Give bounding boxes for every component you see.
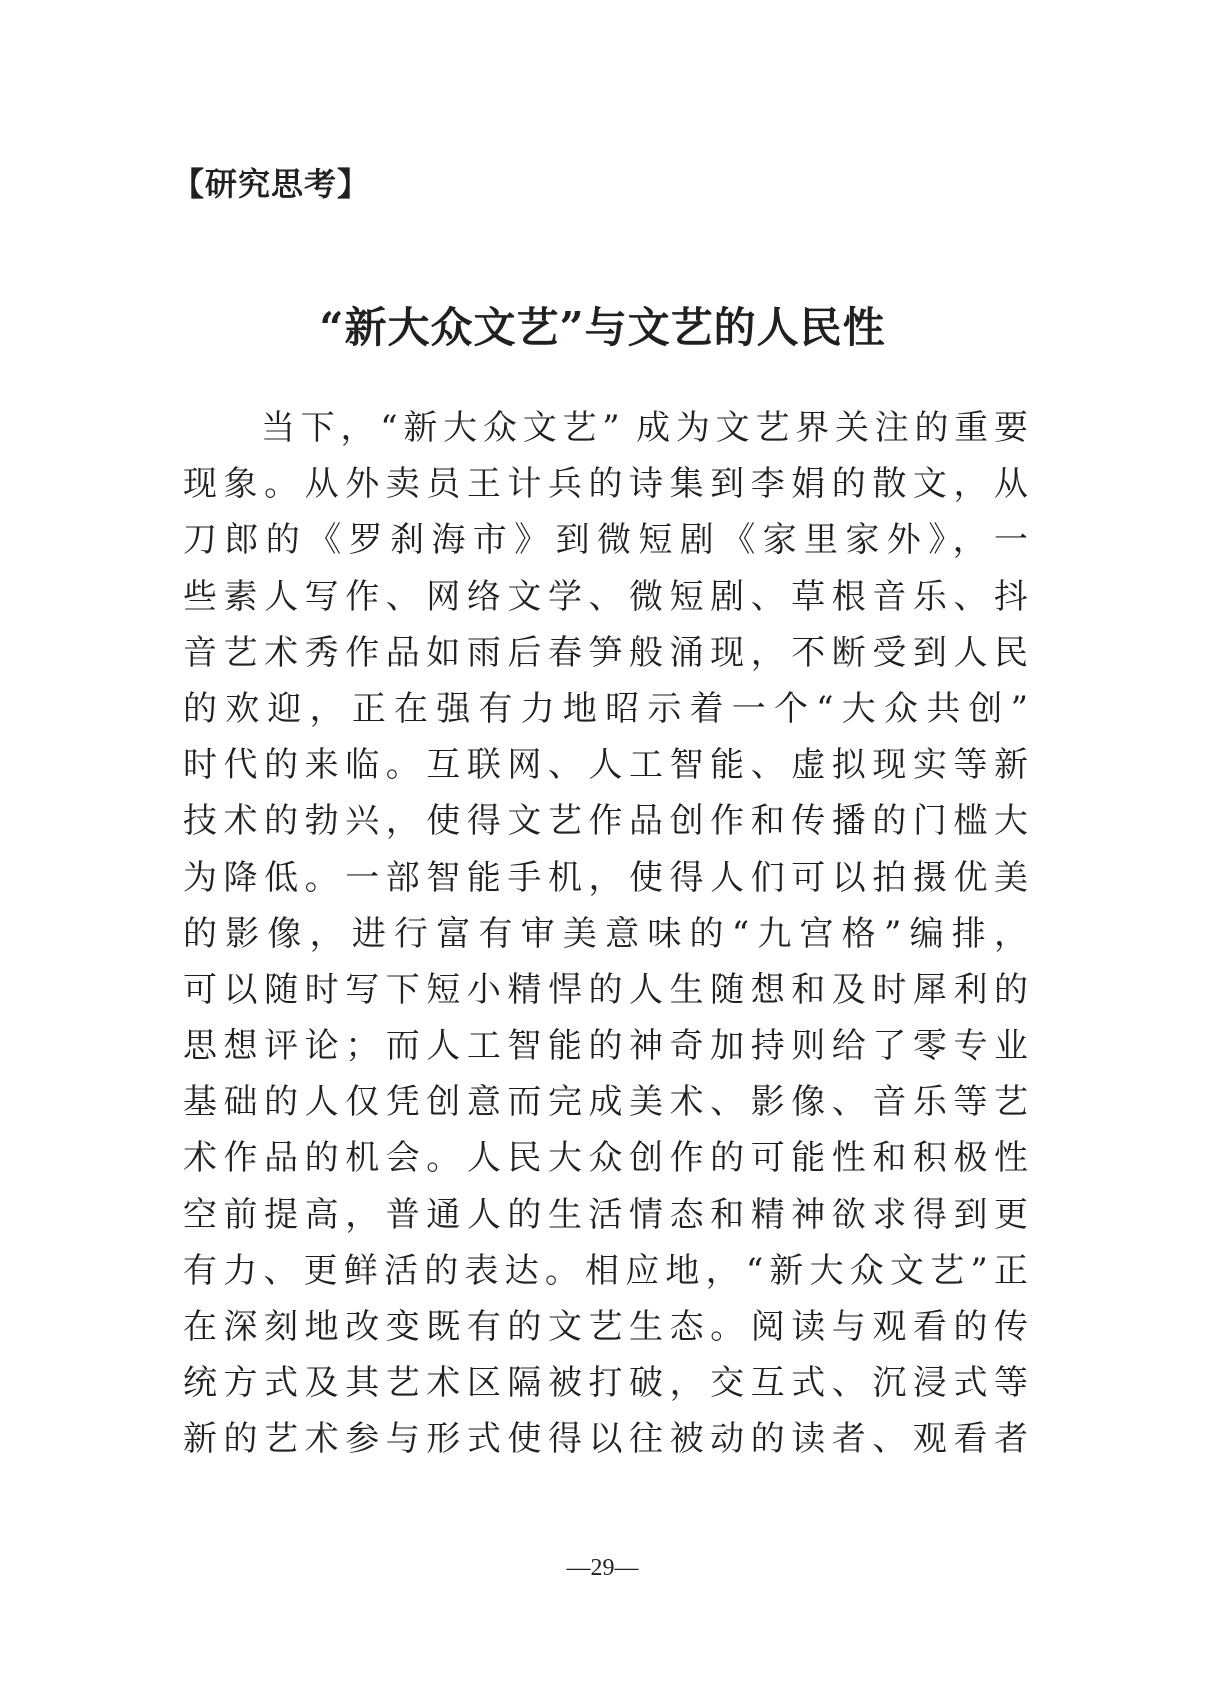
- body-line: 在深刻地改变既有的文艺生态。阅读与观看的传: [183, 1307, 1028, 1347]
- body-line: 可以随时写下短小精悍的人生随想和及时犀利的: [183, 969, 1028, 1010]
- body-line: 空前提高，普通人的生活情态和精神欲求得到更: [183, 1194, 1028, 1235]
- body-line: 有力、更鲜活的表达。相应地，“新大众文艺”正: [183, 1250, 1028, 1291]
- body-line: 的影像，进行富有审美意味的“九宫格”编排，: [183, 913, 1028, 954]
- body-line: 新的艺术参与形式使得以往被动的读者、观看者: [183, 1419, 1028, 1460]
- body-line: 基础的人仅凭创意而完成美术、影像、音乐等艺: [183, 1082, 1028, 1123]
- body-line: 些素人写作、网络文学、微短剧、草根音乐、抖: [183, 576, 1028, 617]
- article-body: [183, 400, 1028, 1468]
- body-line: 技术的勃兴，使得文艺作品创作和传播的门槛大: [183, 801, 1028, 842]
- body-line: 术作品的机会。人民大众创作的可能性和积极性: [183, 1138, 1028, 1179]
- body-line: 现象。从外卖员王计兵的诗集到李娟的散文，从: [183, 464, 1028, 505]
- body-line: 音艺术秀作品如雨后春笋般涌现，不断受到人民: [183, 632, 1028, 673]
- body-line: 刀郎的《罗刹海市》到微短剧《家里家外》，一: [183, 520, 1028, 561]
- section-label: 【研究思考】: [172, 165, 371, 203]
- article-title: “新大众文艺”与文艺的人民性: [319, 303, 886, 352]
- body-line: 时代的来临。互联网、人工智能、虚拟现实等新: [183, 745, 1028, 786]
- body-line: 为降低。一部智能手机，使得人们可以拍摄优美: [183, 857, 1028, 898]
- body-line: 统方式及其艺术区隔被打破，交互式、沉浸式等: [183, 1363, 1028, 1404]
- body-line: 当下，“新大众文艺” 成为文艺界关注的重要: [261, 408, 1028, 448]
- body-line: 思想评论；而人工智能的神奇加持则给了零专业: [183, 1026, 1028, 1067]
- body-line: 的欢迎，正在强有力地昭示着一个“大众共创”: [183, 688, 1028, 729]
- page-number: —29—: [566, 1555, 639, 1581]
